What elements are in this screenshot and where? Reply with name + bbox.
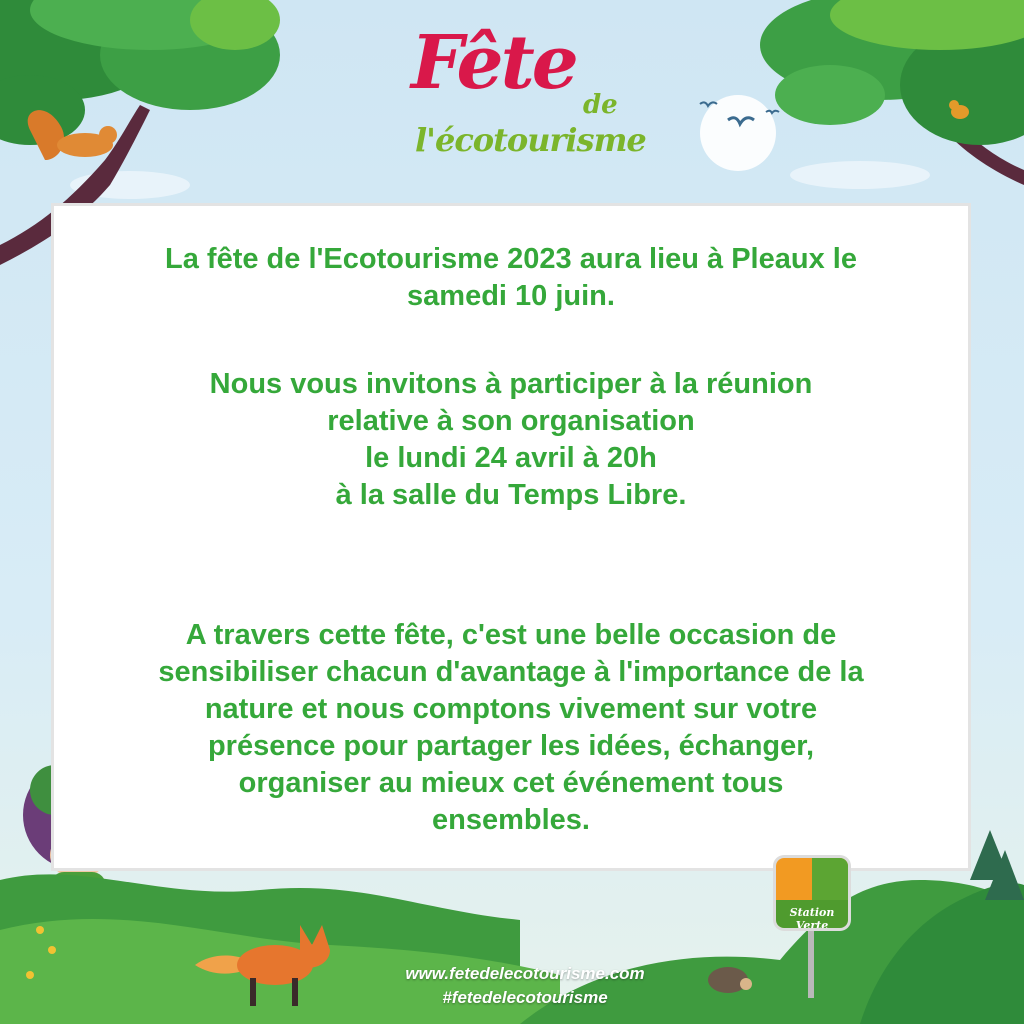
event-logo bbox=[405, 20, 646, 174]
badge-graphic bbox=[812, 858, 848, 900]
message-line: relative à son organisation bbox=[327, 405, 695, 437]
logo-title-suffix: de bbox=[583, 90, 618, 120]
message-paragraph-invitation bbox=[91, 617, 931, 839]
message-paragraph-date bbox=[91, 241, 931, 315]
message-line: ensembles. bbox=[432, 804, 590, 836]
message-line: A travers cette fête, c'est une belle occasion de bbox=[185, 619, 837, 651]
tree-icon bbox=[760, 0, 1024, 185]
message-line: nature et nous comptons vivement sur votre bbox=[204, 693, 818, 725]
logo-title: Fête bbox=[411, 20, 576, 106]
message-line: samedi 10 juin. bbox=[407, 280, 615, 312]
message-line: le lundi 24 avril à 20h bbox=[365, 442, 657, 474]
hashtag: #fetedelecotourisme bbox=[442, 988, 608, 1007]
sun-icon bbox=[700, 95, 776, 171]
message-line: présence pour partager les idées, échanger, bbox=[207, 730, 815, 762]
message-line: La fête de l'Ecotourisme 2023 aura lieu à Pleaux le bbox=[165, 243, 857, 275]
message-card bbox=[51, 203, 971, 871]
logo-subtitle: l'écotourisme bbox=[415, 121, 646, 159]
message-paragraph-meeting bbox=[91, 366, 931, 514]
message-line: Nous vous invitons à participer à la réunion bbox=[209, 368, 813, 400]
badge-label: Station Verte bbox=[789, 906, 835, 928]
message-line: sensibiliser chacun d'avantage à l'importance de la bbox=[158, 656, 864, 688]
website-link[interactable]: www.fetedelecotourisme.com bbox=[405, 964, 645, 983]
footer bbox=[360, 962, 690, 1010]
message-line: organiser au mieux cet événement tous bbox=[238, 767, 784, 799]
message-line: à la salle du Temps Libre. bbox=[335, 479, 687, 511]
station-verte-badge bbox=[776, 858, 848, 928]
